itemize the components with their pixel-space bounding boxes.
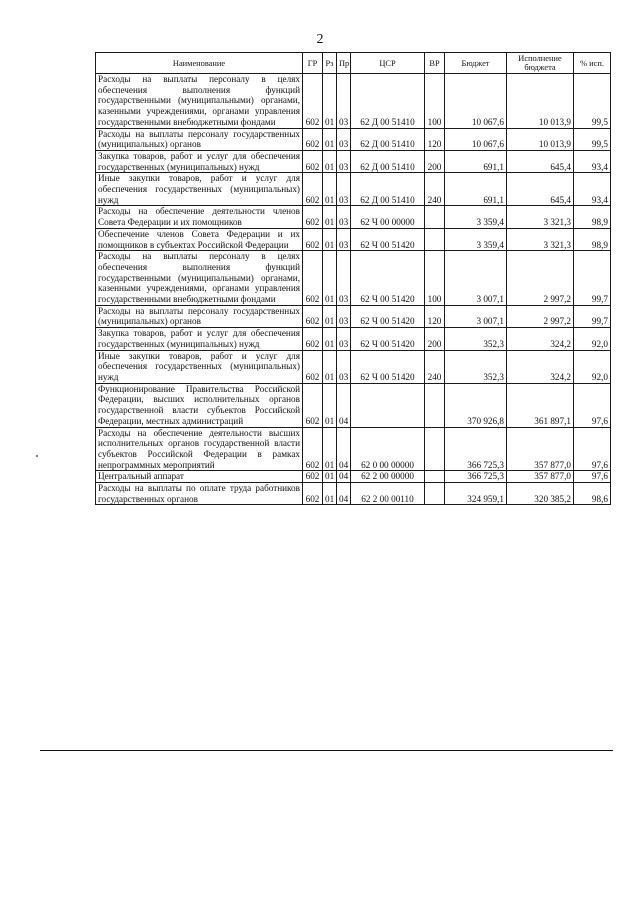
row-rz: 01 [323,74,337,129]
row-pr: 03 [337,328,351,350]
row-csr: 62 0 00 00000 [351,427,425,471]
page-number: 2 [316,32,324,47]
column-header-budget: Бюджет [445,53,507,74]
row-budget: 10 067,6 [445,128,507,150]
row-percent: 99,7 [574,251,611,306]
table-body [96,74,611,505]
row-budget: 3 007,1 [445,251,507,306]
table-row [96,150,611,172]
row-percent: 97,6 [574,471,611,483]
table-row [96,173,611,206]
row-gr: 602 [303,427,323,471]
row-pr: 03 [337,350,351,383]
row-vr [425,427,445,471]
row-csr: 62 2 00 00000 [351,471,425,483]
row-pr: 03 [337,128,351,150]
column-header-csr: ЦСР [351,53,425,74]
row-budget: 691,1 [445,150,507,172]
row-rz: 01 [323,305,337,327]
row-rz: 01 [323,471,337,483]
row-name: Функционирование Правительства Российской Федерации, высших исполнительных органов государственной власти субъектов Российской Федерации, местных администраций [96,383,303,427]
row-budget: 3 359,4 [445,228,507,250]
row-percent: 92,0 [574,350,611,383]
row-name: Иные закупки товаров, работ и услуг для обеспечения государственных (муниципальных) нужд [96,173,303,206]
row-vr [425,206,445,228]
row-csr: 62 2 00 00110 [351,483,425,505]
row-vr [425,483,445,505]
row-rz: 01 [323,350,337,383]
row-name: Расходы на обеспечение деятельности высших исполнительных органов государственной власти субъектов Российской Федерации в рамках непрограммных мероприятий [96,427,303,471]
row-vr: 240 [425,173,445,206]
row-name: Обеспечение членов Совета Федерации и их помощников в субъектах Российской Федерации [96,228,303,250]
row-rz: 01 [323,228,337,250]
row-execution: 10 013,9 [507,128,574,150]
row-execution: 3 321,3 [507,228,574,250]
row-name: Расходы на выплаты персоналу в целях обеспечения выполнения функций государственными (муниципальными) органами, казенными учреждениями, органами управления государственными внебюджетными фондами [96,251,303,306]
row-budget: 324 959,1 [445,483,507,505]
row-percent: 97,6 [574,427,611,471]
row-vr: 100 [425,251,445,306]
table-row [96,483,611,505]
row-name: Центральный аппарат [96,471,303,483]
row-gr: 602 [303,74,323,129]
column-header-vr: ВР [425,53,445,74]
row-gr: 602 [303,206,323,228]
row-vr: 120 [425,305,445,327]
row-vr: 200 [425,328,445,350]
row-execution: 320 385,2 [507,483,574,505]
row-budget: 10 067,6 [445,74,507,129]
row-pr: 04 [337,483,351,505]
row-percent: 99,5 [574,74,611,129]
row-budget: 3 007,1 [445,305,507,327]
table-row [96,228,611,250]
row-csr: 62 Д 00 51410 [351,150,425,172]
row-gr: 602 [303,228,323,250]
row-budget: 3 359,4 [445,206,507,228]
row-name: Расходы на выплаты по оплате труда работников государственных органов [96,483,303,505]
row-pr: 03 [337,74,351,129]
row-rz: 01 [323,173,337,206]
row-percent: 98,9 [574,206,611,228]
row-gr: 602 [303,471,323,483]
row-execution: 361 897,1 [507,383,574,427]
row-budget: 352,3 [445,328,507,350]
row-rz: 01 [323,383,337,427]
row-rz: 01 [323,427,337,471]
row-gr: 602 [303,483,323,505]
row-budget: 366 725,3 [445,471,507,483]
row-pr: 03 [337,206,351,228]
row-name: Иные закупки товаров, работ и услуг для обеспечения государственных (муниципальных) нужд [96,350,303,383]
row-rz: 01 [323,206,337,228]
row-gr: 602 [303,128,323,150]
row-vr: 100 [425,74,445,129]
row-vr: 200 [425,150,445,172]
row-vr [425,471,445,483]
row-gr: 602 [303,251,323,306]
row-gr: 602 [303,150,323,172]
row-csr: 62 Ч 00 51420 [351,251,425,306]
row-pr: 03 [337,150,351,172]
row-percent: 98,6 [574,483,611,505]
row-csr: 62 Д 00 51410 [351,173,425,206]
row-gr: 602 [303,383,323,427]
column-header-name: Наименование [96,53,303,74]
row-budget: 691,1 [445,173,507,206]
table-row [96,427,611,471]
row-percent: 97,6 [574,383,611,427]
row-csr: 62 Ч 00 00000 [351,206,425,228]
column-header-rz: Рз [323,53,337,74]
row-name: Расходы на выплаты персоналу государственных (муниципальных) органов [96,128,303,150]
row-csr: 62 Д 00 51410 [351,74,425,129]
row-execution: 324,2 [507,328,574,350]
row-vr [425,228,445,250]
row-pr: 03 [337,173,351,206]
row-rz: 01 [323,128,337,150]
row-execution: 10 013,9 [507,74,574,129]
column-header-gr: ГР [303,53,323,74]
row-name: Расходы на обеспечение деятельности членов Совета Федерации и их помощников [96,206,303,228]
row-rz: 01 [323,150,337,172]
row-execution: 357 877,0 [507,427,574,471]
row-vr [425,383,445,427]
row-name: Закупка товаров, работ и услуг для обеспечения государственных (муниципальных) нужд [96,150,303,172]
row-pr: 04 [337,383,351,427]
row-csr: 62 Ч 00 51420 [351,328,425,350]
row-name: Расходы на выплаты персоналу государственных (муниципальных) органов [96,305,303,327]
column-header-pr: Пр [337,53,351,74]
row-gr: 602 [303,350,323,383]
row-percent: 98,9 [574,228,611,250]
row-gr: 602 [303,305,323,327]
row-vr: 240 [425,350,445,383]
row-pr: 03 [337,228,351,250]
row-percent: 93,4 [574,150,611,172]
row-percent: 99,7 [574,305,611,327]
table-row [96,328,611,350]
row-percent: 92,0 [574,328,611,350]
table-row [96,350,611,383]
row-budget: 370 926,8 [445,383,507,427]
row-execution: 324,2 [507,350,574,383]
row-csr: 62 Ч 00 51420 [351,305,425,327]
table-row [96,128,611,150]
column-header-execution: Исполнение бюджета [507,53,574,74]
row-csr: 62 Ч 00 51420 [351,350,425,383]
row-rz: 01 [323,328,337,350]
table-header-row [96,53,611,74]
scan-speck [36,455,38,457]
row-gr: 602 [303,328,323,350]
column-header-percent: % исп. [574,53,611,74]
row-csr: 62 Ч 00 51420 [351,228,425,250]
row-name: Закупка товаров, работ и услуг для обеспечения государственных (муниципальных) нужд [96,328,303,350]
row-name: Расходы на выплаты персоналу в целях обеспечения выполнения функций государственными (муниципальными) органами, казенными учреждениями, органами управления государственными внебюджетными фондами [96,74,303,129]
row-vr: 120 [425,128,445,150]
row-pr: 03 [337,305,351,327]
row-rz: 01 [323,483,337,505]
row-percent: 99,5 [574,128,611,150]
row-execution: 645,4 [507,150,574,172]
table-row [96,471,611,483]
table-row [96,305,611,327]
row-percent: 93,4 [574,173,611,206]
row-execution: 645,4 [507,173,574,206]
table-row [96,206,611,228]
row-execution: 357 877,0 [507,471,574,483]
row-csr: 62 Д 00 51410 [351,128,425,150]
row-pr: 04 [337,427,351,471]
row-rz: 01 [323,251,337,306]
row-execution: 2 997,2 [507,305,574,327]
row-csr [351,383,425,427]
row-gr: 602 [303,173,323,206]
table-row [96,251,611,306]
row-pr: 03 [337,251,351,306]
row-pr: 04 [337,471,351,483]
row-execution: 2 997,2 [507,251,574,306]
row-budget: 352,3 [445,350,507,383]
budget-table [95,52,611,505]
row-execution: 3 321,3 [507,206,574,228]
row-budget: 366 725,3 [445,427,507,471]
footnote-divider [40,750,613,751]
table-row [96,74,611,129]
table-row [96,383,611,427]
